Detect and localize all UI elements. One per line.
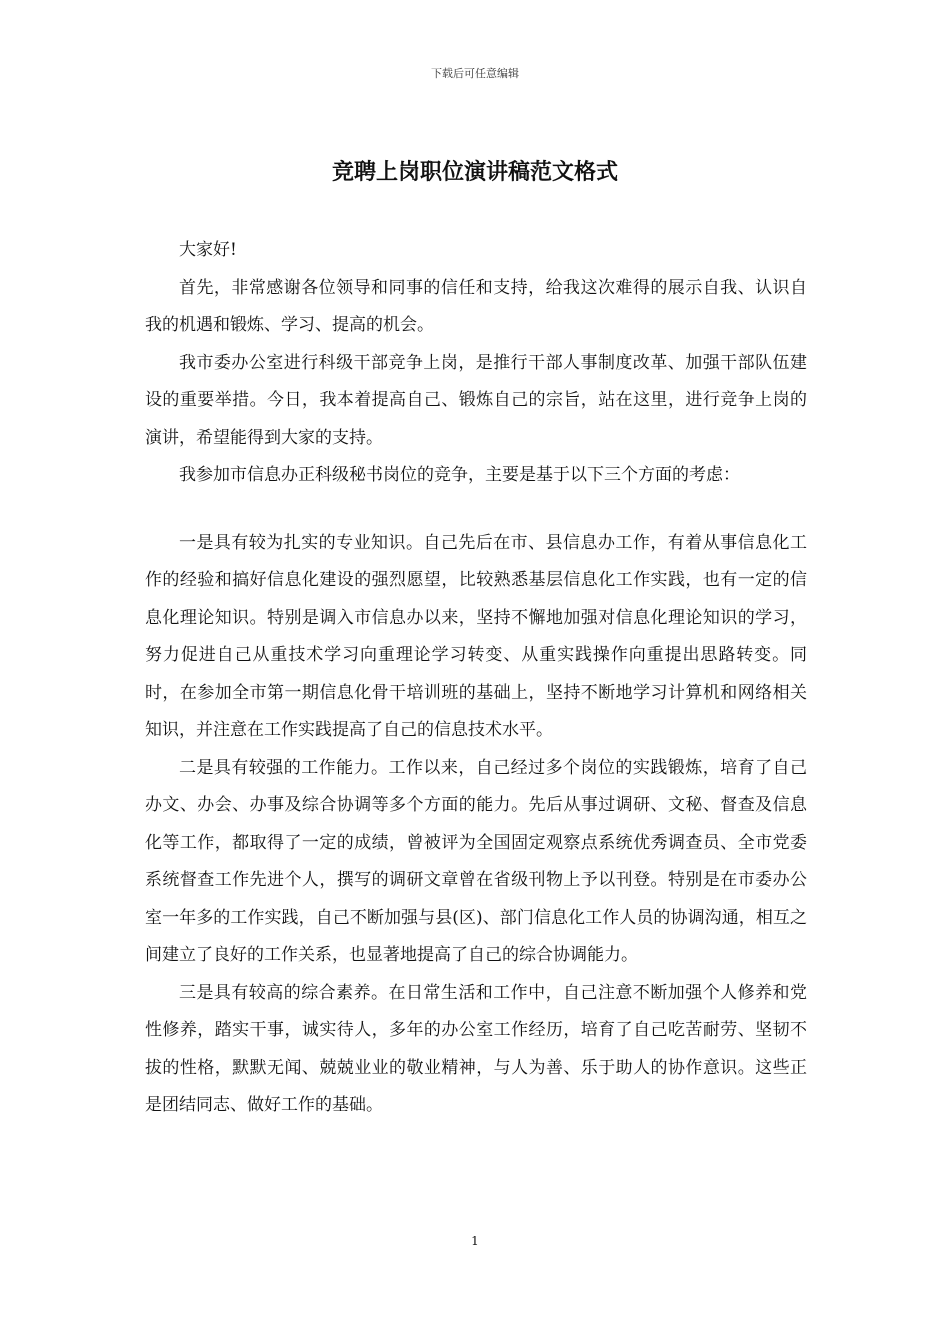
- paragraph-greeting: 大家好!: [179, 240, 237, 260]
- header-note: 下载后可任意编辑: [431, 67, 519, 80]
- document-title: 竞聘上岗职位演讲稿范文格式: [331, 159, 618, 185]
- document-body: [145, 232, 807, 1125]
- paragraph-reason-ability: 二是具有较强的工作能力。工作以来，自己经过多个岗位的实践锻炼，培育了自己办文、办会、办事及综合协调等多个方面的能力。先后从事过调研、文秘、督查及信息化等工作，都取得了一定的成绩，曾被评为全国固定观察点系统优秀调查员、全市党委系统督查工作先进个人，撰写的调研文章曾在省级刊物上予以刊登。特别是在市委办公室一年多的工作实践，自己不断加强与县(区)、部门信息化工作人员的协调沟通，相互之间建立了良好的工作关系，也显著地提高了自己的综合协调能力。: [145, 757, 807, 965]
- paragraph-thanks: 首先，非常感谢各位领导和同事的信任和支持，给我这次难得的展示自我、认识自我的机遇和锻炼、学习、提高的机会。: [145, 277, 807, 335]
- paragraph-reasons-lead: 我参加市信息办正科级秘书岗位的竞争，主要是基于以下三个方面的考虑：: [179, 465, 740, 485]
- paragraph-intro: 我市委办公室进行科级干部竞争上岗，是推行干部人事制度改革、加强干部队伍建设的重要举措。今日，我本着提高自己、锻炼自己的宗旨，站在这里，进行竞争上岗的演讲，希望能得到大家的支持。: [145, 352, 807, 448]
- paragraph-reason-knowledge: 一是具有较为扎实的专业知识。自己先后在市、县信息办工作，有着从事信息化工作的经验和搞好信息化建设的强烈愿望，比较熟悉基层信息化工作实践，也有一定的信息化理论知识。特别是调入市信息办以来，坚持不懈地加强对信息化理论知识的学习，努力促进自己从重技术学习向重理论学习转变、从重实践操作向重提出思路转变。同时，在参加全市第一期信息化骨干培训班的基础上，坚持不断地学习计算机和网络相关知识，并注意在工作实践提高了自己的信息技术水平。: [145, 532, 807, 740]
- page-number: 1: [471, 1234, 479, 1248]
- paragraph-reason-quality: 三是具有较高的综合素养。在日常生活和工作中，自己注意不断加强个人修养和党性修养，踏实干事，诚实待人，多年的办公室工作经历，培育了自己吃苦耐劳、坚韧不拔的性格，默默无闻、兢兢业业的敬业精神，与人为善、乐于助人的协作意识。这些正是团结同志、做好工作的基础。: [145, 982, 807, 1115]
